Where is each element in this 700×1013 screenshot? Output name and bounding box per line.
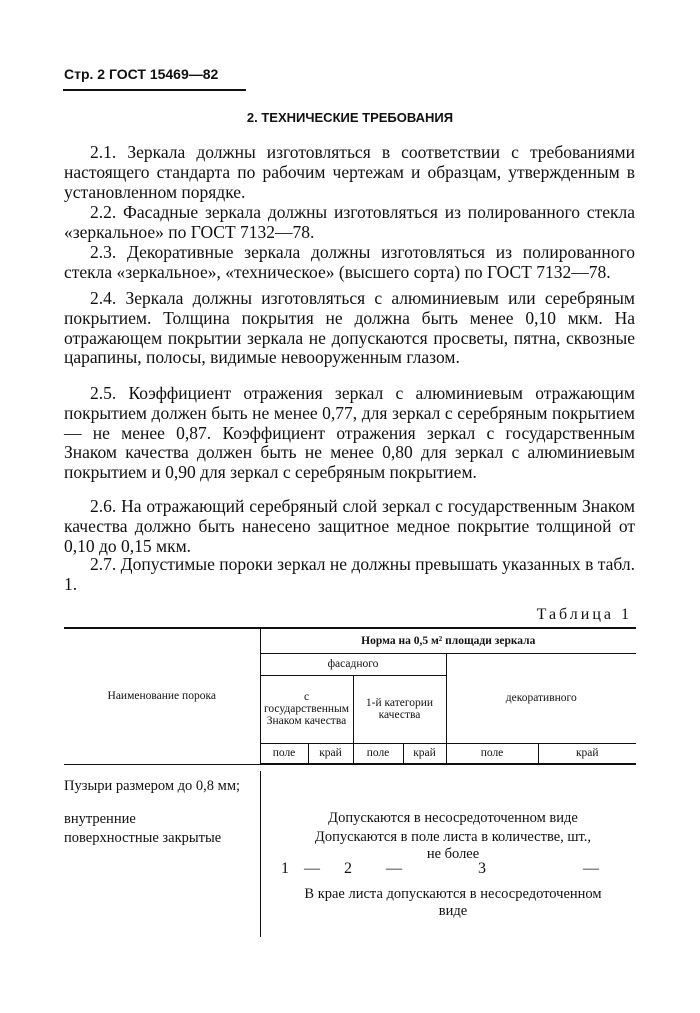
field-header-3: поле [446, 743, 538, 764]
count-quality-field: 1 [281, 860, 289, 877]
field-header-1: поле [260, 743, 308, 764]
section-title: 2. ТЕХНИЧЕСКИЕ ТРЕБОВАНИЯ [246, 110, 454, 125]
norm-header: Норма на 0,5 м² площади зеркала [260, 628, 636, 653]
edge-note-line-1: В крае листа допускаются в несосредоточенном [304, 886, 602, 902]
paragraph-2-5: 2.5. Коэффициент отражения зеркал с алюминиевым отражающим покрытием должен быть не менее 0,77, для зеркал с серебряным покрытием — не менее 0,87. Коэффициент отражения зеркал с государственным Знаком качества должен быть не менее 0,80 для зеркал с алюминиевым покрытием и 0,90 для зеркал с серебряным покрытием. [64, 383, 635, 483]
quality-mark-header: с государственным Знаком качества [260, 675, 353, 743]
field-header-2: поле [353, 743, 403, 764]
allow-surface-line-2: не более [426, 846, 480, 862]
paragraph-2-2: 2.2. Фасадные зеркала должны изготовляться из полированного стекла «зеркальное» по ГОСТ 7132—78. [64, 202, 635, 242]
decorative-header: декоративного [446, 653, 636, 743]
row-label-bubbles: Пузыри размером до 0,8 мм; [64, 778, 241, 794]
first-category-header: 1-й категории качества [353, 675, 446, 743]
edge-header-3: край [538, 743, 636, 764]
allow-internal-text: Допускаются в несосредоточенном виде [328, 810, 578, 826]
row-label-internal: внутренние [64, 811, 136, 827]
paragraph-2-4: 2.4. Зеркала должны изготовляться с алюминиевым или серебряным покрытием. Толщина покрытия не должна быть менее 0,10 мкм. На отражающем покрытии зеркала не допускаются просветы, пятна, сквозные царапины, полосы, видимые невооруженным глазом. [64, 288, 635, 368]
defects-table-header [64, 627, 636, 765]
header-rule [63, 89, 246, 91]
facade-header: фасадного [260, 653, 446, 675]
count-quality-edge: — [304, 860, 320, 877]
row-label-surface-closed: поверхностные закрытые [64, 830, 222, 846]
edge-note-line-2: виде [438, 903, 468, 919]
edge-header-2: край [403, 743, 446, 764]
paragraph-2-7: 2.7. Допустимые пороки зеркал не должны превышать указанных в табл. 1. [64, 554, 635, 594]
table-caption: Таблица 1 [536, 606, 632, 623]
paragraph-2-3: 2.3. Декоративные зеркала должны изготовляться из полированного стекла «зеркальное», «техническое» (высшего сорта) по ГОСТ 7132—78. [64, 242, 635, 282]
count-decorative-edge: — [583, 860, 599, 877]
count-first-edge: — [386, 860, 402, 877]
paragraph-2-6: 2.6. На отражающий серебряный слой зеркал с государственным Знаком качества должно быть нанесено защитное медное покрытие толщиной от 0,10 до 0,15 мкм. [64, 496, 635, 556]
edge-header-1: край [308, 743, 353, 764]
count-decorative-field: 3 [478, 860, 486, 877]
allow-surface-line-1: Допускаются в поле листа в количестве, шт., [314, 829, 592, 845]
paragraph-2-1: 2.1. Зеркала должны изготовляться в соответствии с требованиями настоящего стандарта по рабочим чертежам и образцам, утвержденным в установленном порядке. [64, 142, 635, 202]
table-body-divider [260, 771, 261, 937]
page-header: Стр. 2 ГОСТ 15469—82 [64, 66, 219, 82]
defect-name-header: Наименование порока [64, 628, 260, 764]
count-first-field: 2 [344, 860, 352, 877]
